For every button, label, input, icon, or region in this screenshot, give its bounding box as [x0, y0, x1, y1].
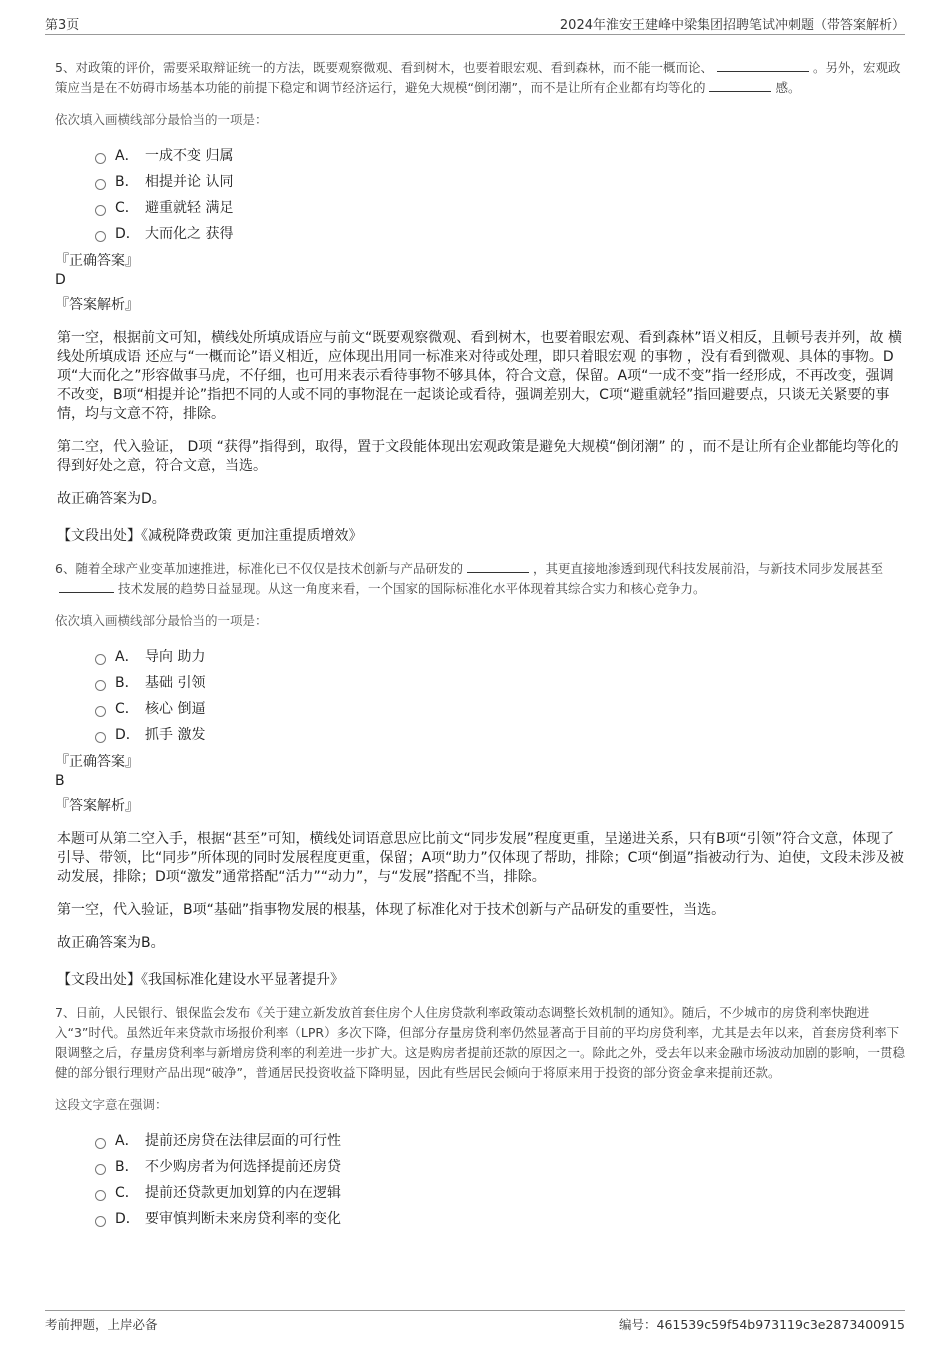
option-list: [95, 643, 905, 747]
document-id: 编号：461539c59f54b973119c3e2873400915: [619, 1317, 905, 1332]
radio-icon[interactable]: [95, 1138, 106, 1149]
page-footer: [45, 1310, 905, 1333]
option-d[interactable]: D． 抓手 激发: [95, 721, 905, 747]
option-d[interactable]: D． 要审慎判断未来房贷利率的变化: [95, 1205, 905, 1231]
analysis-label: 『答案解析』: [55, 297, 139, 313]
question-5: [55, 58, 905, 545]
option-b[interactable]: B． 相提并论 认同: [95, 168, 905, 194]
footer-slogan: 考前押题，上岸必备: [45, 1317, 158, 1332]
question-prompt: 这段文字意在强调：: [55, 1097, 168, 1112]
question-stem: 7、日前，人民银行、银保监会发布《关于建立新发放首套住房个人住房贷款利率政策动态调整长效机制的通知》。随后，不少城市的房贷利率快跑进入“3”时代。虽然近年来贷款市场报价利率（LPR）多次下降，但部分存量房贷利率仍然显著高于目前的平均房贷利率，尤其是去年以来，首套房贷利率下限调整之后，存量房贷利率与新增房贷利率的利差进一步扩大。这是购房者提前还款的原因之一。除此之外，受去年以来金融市场波动加剧的影响，一贯稳健的部分银行理财产品出现“破净”，普通居民投资收益下降明显，因此有些居民会倾向于将原来用于投资的部分资金拿来提前还款。: [55, 1005, 906, 1080]
document-title: 2024年淮安王建峰中梁集团招聘笔试冲刺题（带答案解析）: [559, 18, 905, 33]
option-b[interactable]: B． 基础 引领: [95, 669, 905, 695]
radio-icon[interactable]: [95, 706, 106, 717]
radio-icon[interactable]: [95, 680, 106, 691]
answer-blank: [467, 560, 529, 573]
analysis-paragraph: 第一空，代入验证，B项“基础”指事物发展的根基，体现了标准化对于技术创新与产品研发的重要性，当选。: [57, 902, 726, 918]
option-d[interactable]: D． 大而化之 获得: [95, 220, 905, 246]
option-list: [95, 142, 905, 246]
analysis-paragraph: 第二空，代入验证， D项 “获得”指得到，取得，置于文段能体现出宏观政策是避免大规模“倒闭潮” 的 ，而不是让所有企业都能均等化的得到好处之意，符合文意，当选。: [57, 439, 899, 474]
option-a[interactable]: A． 一成不变 归属: [95, 142, 905, 168]
analysis-paragraph: 本题可从第二空入手，根据“甚至”可知，横线处词语意思应比前文“同步发展”程度更重，呈递进关系，只有B项“引领”符合文意，体现了引导、带领，比“同步”所体现的同时发展程度更重，保留；A项“助力”仅体现了帮助，排除；C项“倒逼”指被动行为、迫使，文段未涉及被动发展，排除；D项“激发”通常搭配“活力”“动力”，与“发展”搭配不当，排除。: [57, 831, 904, 885]
source-citation: 【文段出处】《我国标准化建设水平显著提升》: [57, 972, 344, 988]
radio-icon[interactable]: [95, 654, 106, 665]
answer-label: 『正确答案』: [55, 754, 139, 770]
radio-icon[interactable]: [95, 231, 106, 242]
radio-icon[interactable]: [95, 179, 106, 190]
radio-icon[interactable]: [95, 1190, 106, 1201]
page-header: [45, 14, 905, 35]
answer-blank: [59, 580, 114, 593]
option-list: [95, 1127, 905, 1231]
option-c[interactable]: C． 避重就轻 满足: [95, 194, 905, 220]
option-a[interactable]: A． 提前还房贷在法律层面的可行性: [95, 1127, 905, 1153]
question-prompt: 依次填入画横线部分最恰当的一项是：: [55, 112, 268, 127]
page-number: 第3页: [45, 18, 80, 33]
analysis-paragraph: 第一空，根据前文可知，横线处所填成语应与前文“既要观察微观、看到树木，也要着眼宏观、看到森林”语义相反，且顿号表并列，故 横线处所填成语 还应与“一概而论”语义相近，应体现出用同一标准来对待或处理，即只着眼宏观 的事物 ，没有看到微观、具体的事物。D项“大而化之”形容做事马虎，不仔细，也可用来表示看待事物不够具体，符合文意，保留。A项“一成不变”指一经形成，不再改变，强调不改变，B项“相提并论”指把不同的人或不同的事物混在一起谈论或看待，强调差别大，C项“避重就轻”指回避要点，只谈无关紧要的事情，均与文意不符，排除。: [57, 330, 902, 422]
radio-icon[interactable]: [95, 1164, 106, 1175]
analysis-label: 『答案解析』: [55, 798, 139, 814]
answer-blank: [717, 59, 809, 72]
radio-icon[interactable]: [95, 1216, 106, 1227]
answer-blank: [709, 79, 771, 92]
option-b[interactable]: B． 不少购房者为何选择提前还房贷: [95, 1153, 905, 1179]
question-prompt: 依次填入画横线部分最恰当的一项是：: [55, 613, 268, 628]
source-citation: 【文段出处】《减税降费政策 更加注重提质增效》: [57, 528, 363, 544]
radio-icon[interactable]: [95, 205, 106, 216]
radio-icon[interactable]: [95, 153, 106, 164]
question-7: [55, 1003, 905, 1231]
analysis-paragraph: 故正确答案为D。: [57, 491, 166, 507]
question-stem: 6、随着全球产业变革加速推进，标准化已不仅仅是技术创新与产品研发的 ，其更直接地渗透到现代科技发展前沿，与新技术同步发展甚至技术发展的趋势日益显现。从这一角度来看，一个国家的国际标准化水平体现着其综合实力和核心竞争力。: [55, 561, 883, 596]
answer-label: 『正确答案』: [55, 253, 139, 269]
question-stem: 5、对政策的评价，需要采取辩证统一的方法，既要观察微观、看到树木，也要着眼宏观、看到森林，而不能一概而论、 。另外，宏观政策应当是在不妨碍市场基本功能的前提下稳定和调节经济运行，避免大规模“倒闭潮”，而不是让所有企业都有均等化的 感。: [55, 60, 901, 95]
question-6: [55, 559, 905, 989]
main-content: [55, 58, 905, 1231]
analysis-paragraph: 故正确答案为B。: [57, 935, 165, 951]
radio-icon[interactable]: [95, 732, 106, 743]
answer-value: B: [55, 773, 65, 789]
option-c[interactable]: C． 核心 倒逼: [95, 695, 905, 721]
option-c[interactable]: C． 提前还贷款更加划算的内在逻辑: [95, 1179, 905, 1205]
answer-value: D: [55, 272, 66, 288]
option-a[interactable]: A． 导向 助力: [95, 643, 905, 669]
